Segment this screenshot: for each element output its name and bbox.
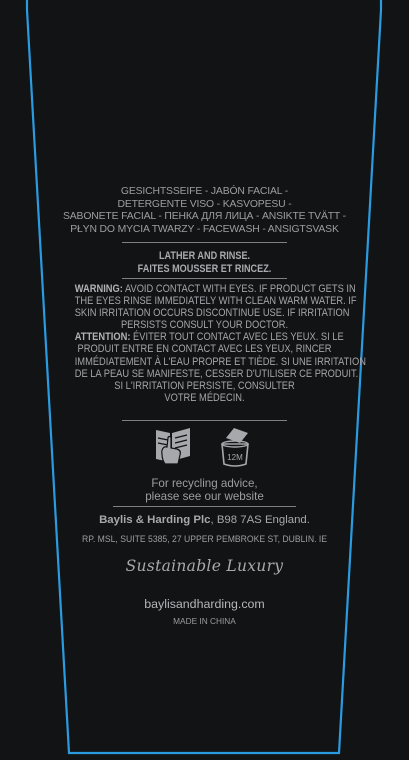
product-name-line: GESICHTSSEIFE - JABÓN FACIAL -	[120, 186, 289, 197]
warning-line: SI L'IRRITATION PERSISTE, CONSULTER	[114, 379, 295, 392]
product-name-line: SABONETE FACIAL - ПЕНКА ДЛЯ ЛИЦА - ANSIKTE TVÄTT -	[62, 211, 346, 223]
hand-leaflet-icon	[150, 424, 198, 470]
warning-line: PERSISTS CONSULT YOUR DOCTOR.	[120, 319, 289, 332]
warning-line: SKIN IRRITATION OCCURS DISCONTINUE USE. IF IRRITATION	[74, 307, 350, 320]
directions-en: LATHER AND RINSE.	[158, 250, 251, 262]
recycling-note	[60, 477, 349, 504]
directions	[80, 250, 329, 275]
directions-fr: FAITES MOUSSER ET RINCEZ.	[137, 262, 272, 275]
warning-label-en: WARNING:	[74, 283, 123, 295]
tagline: Sustainable Luxury	[125, 557, 284, 575]
symbols-row	[150, 424, 260, 470]
open-jar-icon	[212, 424, 258, 470]
product-name-line: DETERGENTE VISO - KASVOPESU -	[117, 198, 292, 210]
recycling-line: For recycling advice,	[151, 477, 258, 490]
company-name: Baylis & Harding Plc	[99, 514, 211, 526]
warning-line: ÉVITER TOUT CONTACT AVEC LES YEUX. SI LE	[133, 331, 344, 344]
warning-line: IMMÉDIATEMENT À L'EAU PROPRE ET TIÈDE. SI UNE IRRITATION	[74, 355, 366, 368]
warning-line: THE EYES RINSE IMMEDIATELY WITH CLEAN WARM WATER. IF	[74, 295, 357, 308]
warning-line: DE LA PEAU SE MANIFESTE, CESSER D'UTILISER CE PRODUIT.	[74, 367, 359, 380]
company-line	[60, 514, 349, 526]
company-postcode: , B98 7AS England.	[210, 514, 310, 526]
product-names	[60, 186, 349, 236]
divider	[122, 278, 287, 279]
divider	[122, 242, 287, 243]
made-in: MADE IN CHINA	[173, 616, 236, 626]
divider	[113, 506, 296, 507]
recycling-line: please see our website	[145, 490, 264, 504]
warning-line: AVOID CONTACT WITH EYES. IF PRODUCT GETS IN	[124, 283, 356, 295]
warning-line: PRODUIT ENTRE EN CONTACT AVEC LES YEUX, RINCER	[77, 343, 332, 356]
product-name-line: PŁYN DO MYCIA TWARZY - FACEWASH - ANSIGTSVASK	[70, 223, 339, 235]
warning-line: VOTRE MÉDECIN.	[164, 391, 245, 404]
website: baylisandharding.com	[144, 597, 265, 611]
pao-label: 12M	[227, 453, 243, 462]
warning-label-fr: ATTENTION:	[74, 331, 131, 344]
eu-address: RP. MSL, SUITE 5385, 27 UPPER PEMBROKE ST, DUBLIN. IE	[81, 534, 328, 545]
divider	[122, 420, 287, 421]
warning-text	[74, 283, 366, 404]
